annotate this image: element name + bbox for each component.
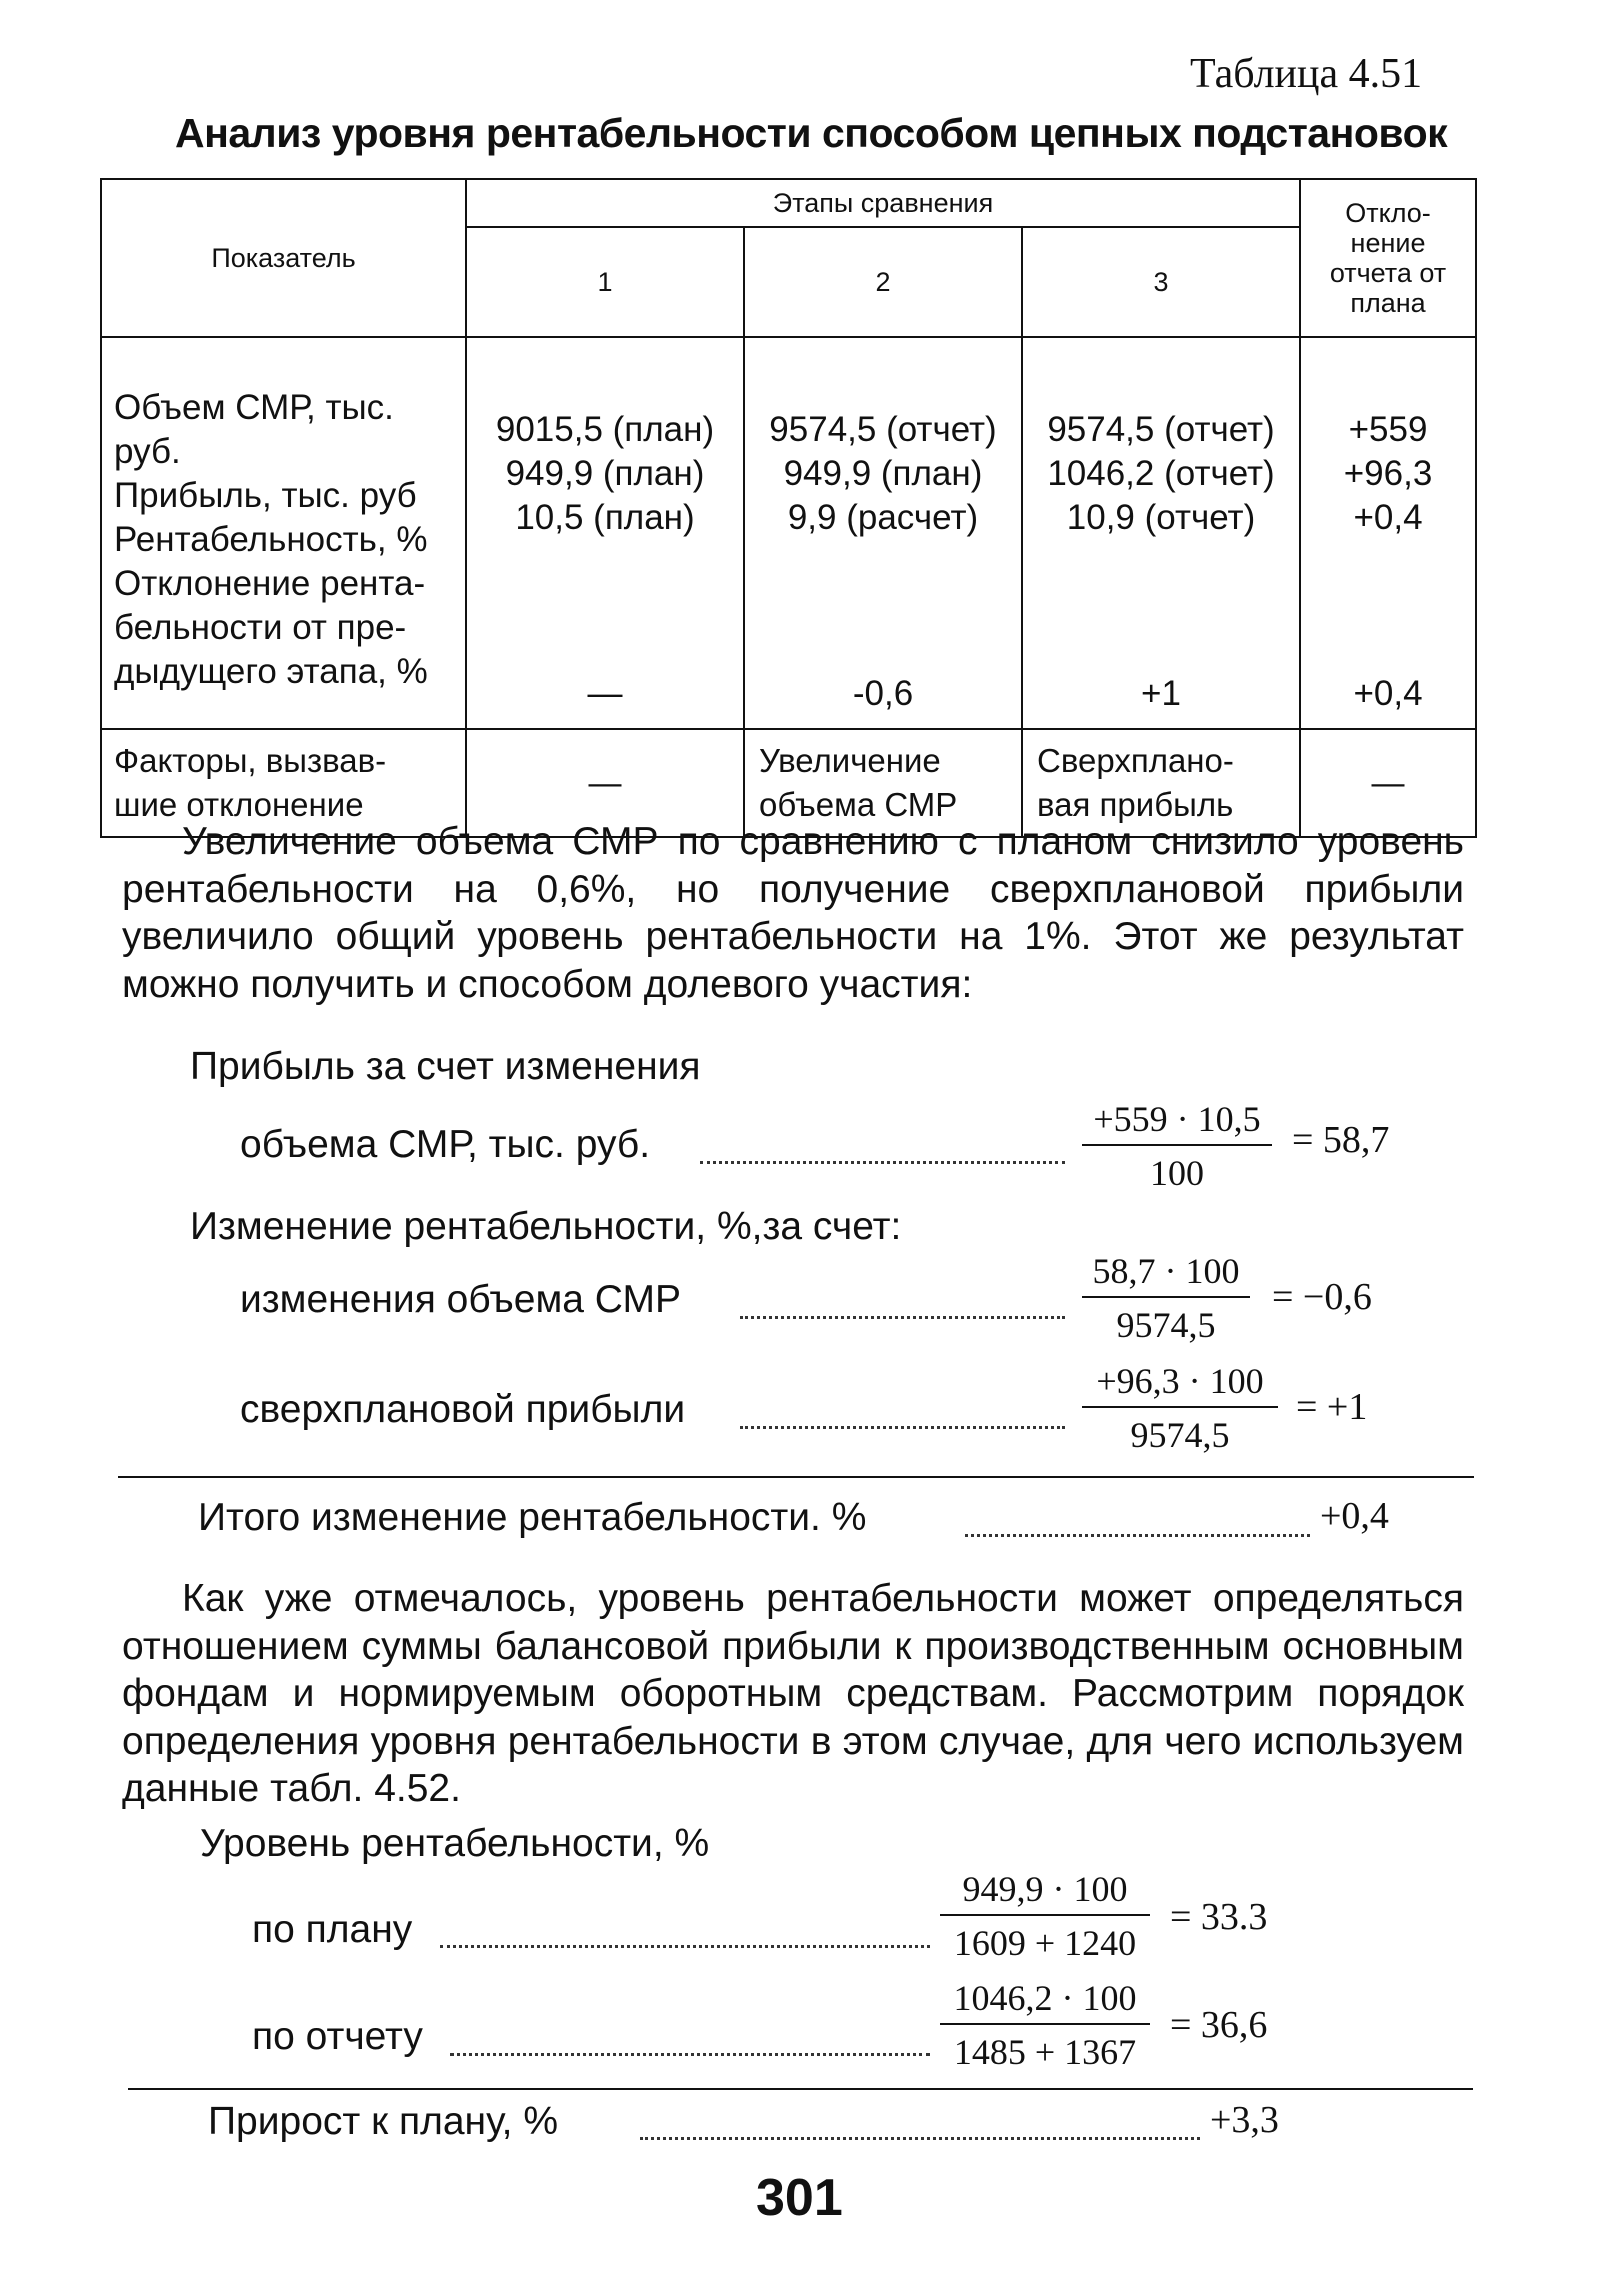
leader-dots <box>440 1944 930 1948</box>
calc2-row2-label: сверхплановой прибыли <box>240 1388 686 1431</box>
table-label: Таблица 4.51 <box>1190 51 1423 97</box>
calc3-plan-fraction: $\frac{949,9 \cdot 100}{1609 + 1240}$ <box>940 1868 1150 1964</box>
calc1-result: = 58,7 <box>1292 1119 1390 1161</box>
page-number: 301 <box>756 2169 843 2227</box>
calc2-row1-label: изменения объема СМР <box>240 1278 682 1321</box>
table-row <box>101 337 1476 729</box>
total1-label: Итого изменение рентабельности. % <box>198 1496 867 1539</box>
paragraph-1: Увеличение объема СМР по сравнению с планом снизило уровень рентабельности на 0,6%, но получение сверхплановой прибыли увеличило общий уровень рентабельности на 1%. Этот же результат можно получить и способом долевого участия: <box>122 820 1464 1006</box>
indicator-list: Объем СМР, тыс. руб. Прибыль, тыс. руб Рентабельность, % Отклонение рента- бельности от пре- дыдущего этапа, % <box>101 337 466 729</box>
header-stage-3: 3 <box>1022 227 1300 337</box>
calc1-label: объема СМР, тыс. руб. <box>240 1123 651 1166</box>
deviation-values: +559 +96,3 +0,4 +0,4 <box>1300 337 1476 729</box>
calc3-plan-label: по плану <box>252 1908 413 1951</box>
divider <box>118 1476 1474 1478</box>
factor-stage-3: Сверхплано- вая прибыль <box>1022 729 1300 837</box>
calc2-row2-result: = +1 <box>1296 1386 1368 1428</box>
leader-dots <box>450 2052 930 2056</box>
header-stage-2: 2 <box>744 227 1022 337</box>
total1-value: +0,4 <box>1320 1495 1389 1537</box>
calc3-heading: Уровень рентабельности, % <box>200 1822 710 1865</box>
stage-2-values: 9574,5 (отчет) 949,9 (план) 9,9 (расчет) -0,6 <box>744 337 1022 729</box>
factor-deviation: — <box>1300 729 1476 837</box>
factor-stage-2: Увеличение объема СМР <box>744 729 1022 837</box>
factors-label: Факторы, вызвав- шие отклонение <box>101 729 466 837</box>
calc3-report-result: = 36,6 <box>1170 2004 1268 2046</box>
calc1-fraction: $\frac{+559 \cdot 10,5}{100}$ <box>1082 1098 1272 1194</box>
header-indicator: Показатель <box>101 179 466 337</box>
stage-1-values: 9015,5 (план) 949,9 (план) 10,5 (план) — <box>466 337 744 729</box>
calc1-heading: Прибыль за счет изменения <box>190 1045 701 1088</box>
calc2-row1-result: = −0,6 <box>1272 1276 1372 1318</box>
header-deviation: Откло- нение отчета от плана <box>1300 179 1476 337</box>
leader-dots <box>740 1315 1065 1319</box>
calc3-report-fraction: $\frac{1046,2 \cdot 100}{1485 + 1367}$ <box>940 1977 1150 2073</box>
leader-dots <box>965 1533 1310 1537</box>
stage-3-values: 9574,5 (отчет) 1046,2 (отчет) 10,9 (отчет) +1 <box>1022 337 1300 729</box>
table-title: Анализ уровня рентабельности способом цепных подстановок <box>175 110 1448 156</box>
header-stages: Этапы сравнения <box>466 179 1300 227</box>
leader-dots <box>700 1160 1065 1164</box>
total2-value: +3,3 <box>1210 2099 1279 2141</box>
calc2-row1-fraction: $\frac{58,7 \cdot 100}{9574,5}$ <box>1082 1250 1250 1346</box>
calc2-row2-fraction: $\frac{+96,3 \cdot 100}{9574,5}$ <box>1082 1360 1278 1456</box>
divider <box>128 2088 1473 2090</box>
total2-label: Прирост к плану, % <box>208 2100 559 2143</box>
calc3-report-label: по отчету <box>252 2015 423 2058</box>
header-stage-1: 1 <box>466 227 744 337</box>
leader-dots <box>740 1425 1065 1429</box>
paragraph-2: Как уже отмечалось, уровень рентабельности может определяться отношением суммы балансовой прибыли к производственным основным фондам и нормируемым оборотным средствам. Рассмотрим порядок определения уровня рентабельности в этом случае, для чего используем данные табл. 4.52. <box>122 1577 1464 1810</box>
factor-stage-1: — <box>466 729 744 837</box>
calc2-heading: Изменение рентабельности, %,за счет: <box>190 1205 902 1248</box>
leader-dots <box>640 2136 1200 2140</box>
calc3-plan-result: = 33.3 <box>1170 1896 1268 1938</box>
analysis-table <box>100 178 1477 838</box>
